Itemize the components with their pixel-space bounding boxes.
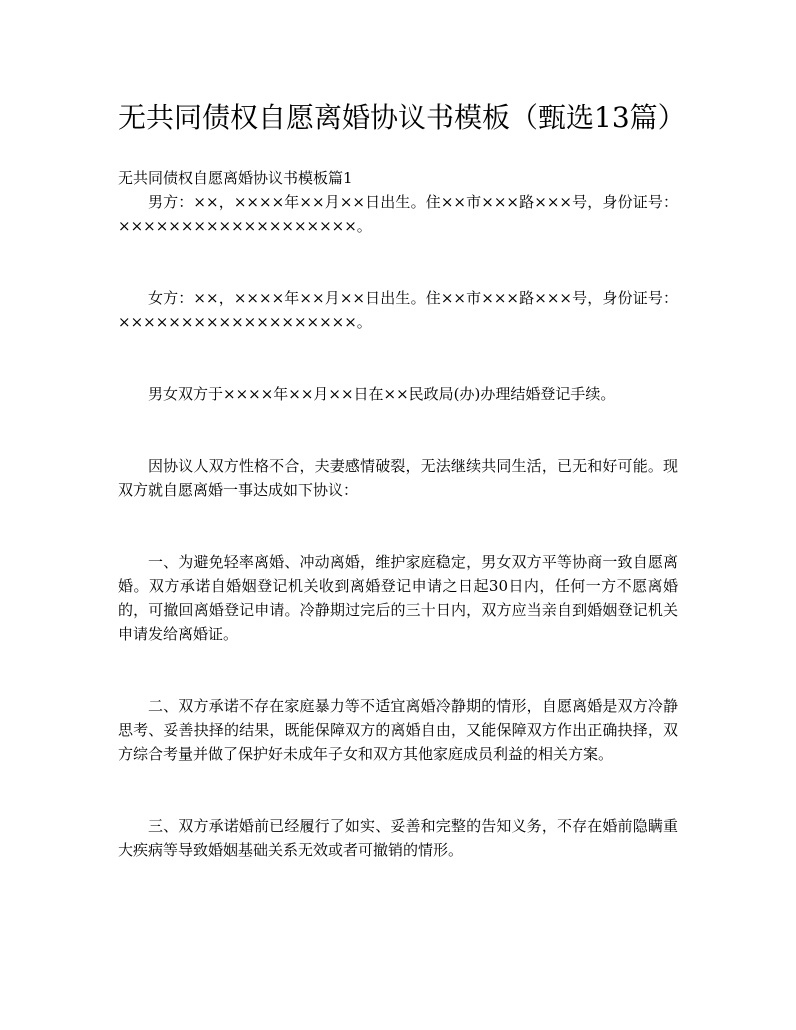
paragraph-clause-1: 一、为避免轻率离婚、冲动离婚，维护家庭稳定，男女双方平等协商一致自愿离婚。双方承诺自婚姻登记机关收到离婚登记申请之日起30日内，任何一方不愿离婚的，可撤回离婚登记申请。冷静期过完后的三十日内，双方应当亲自到婚姻登记机关申请发给离婚证。: [118, 553, 678, 643]
paragraph-female-party: 女方：××，××××年××月××日出生。住××市×××路×××号，身份证号：×××××××××××××××××××。: [118, 289, 678, 331]
paragraph-marriage-registration: 男女双方于××××年××月××日在××民政局(办)办理结婚登记手续。: [148, 385, 616, 403]
section-heading: 无共同债权自愿离婚协议书模板篇1: [118, 169, 353, 187]
document-title: 无共同债权自愿离婚协议书模板（甄选13篇）: [118, 101, 686, 134]
paragraph-reason: 因协议人双方性格不合，夫妻感情破裂，无法继续共同生活，已无和好可能。现双方就自愿离婚一事达成如下协议：: [118, 457, 678, 499]
paragraph-clause-2: 二、双方承诺不存在家庭暴力等不适宜离婚冷静期的情形，自愿离婚是双方冷静思考、妥善抉择的结果，既能保障双方的离婚自由，又能保障双方作出正确抉择，双方综合考量并做了保护好未成年子女和双方其他家庭成员利益的相关方案。: [118, 697, 678, 763]
paragraph-male-party: 男方：××，××××年××月××日出生。住××市×××路×××号，身份证号：×××××××××××××××××××。: [118, 193, 678, 235]
paragraph-clause-3: 三、双方承诺婚前已经履行了如实、妥善和完整的告知义务，不存在婚前隐瞒重大疾病等导致婚姻基础关系无效或者可撤销的情形。: [118, 817, 678, 859]
